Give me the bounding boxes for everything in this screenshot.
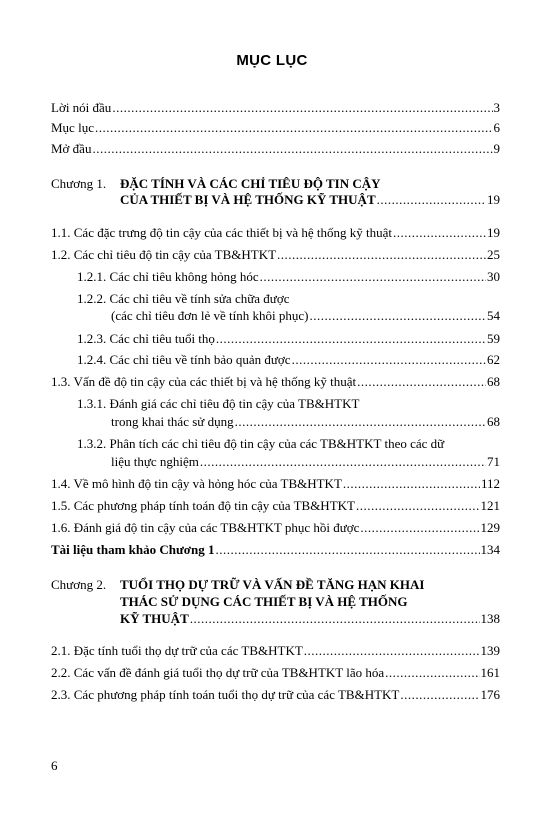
toc-leader [277, 247, 486, 263]
toc-label: 1.1. Các đặc trưng độ tin cậy của các thiết bị và hệ thống kỹ thuật [51, 225, 392, 240]
toc-entry[interactable] [51, 687, 500, 703]
toc-page: 3 [493, 100, 500, 115]
chapter-title: CỦA THIẾT BỊ VÀ HỆ THỐNG KỸ THUẬT [120, 192, 376, 207]
toc-page: 9 [493, 141, 500, 156]
toc-entry-chapter-1[interactable] [120, 192, 500, 208]
toc-entry[interactable] [51, 247, 500, 263]
toc-page: 19 [487, 192, 500, 207]
page-title: MỤC LỤC [236, 52, 308, 69]
chapter-number: Chương 2. [51, 577, 107, 592]
toc-leader [190, 611, 480, 627]
chapter-title: KỸ THUẬT [120, 611, 189, 626]
toc-page: 54 [487, 308, 500, 323]
toc-entry[interactable] [51, 520, 500, 536]
chapter-title: THÁC SỬ DỤNG CÁC THIẾT BỊ VÀ HỆ THỐNG [120, 594, 408, 609]
toc-label: 1.2.2. Các chỉ tiêu về tính sửa chữa được [77, 291, 290, 306]
toc-entry[interactable] [51, 225, 500, 241]
chapter-title: ĐẶC TÍNH VÀ CÁC CHỈ TIÊU ĐỘ TIN CẬY [120, 176, 381, 191]
toc-label: 1.3. Vấn đề độ tin cậy của các thiết bị và hệ thống kỹ thuật [51, 374, 357, 389]
toc-label: trong khai thác sử dụng [111, 414, 234, 429]
toc-label: Mục lục [51, 120, 94, 135]
toc-label: 1.2. Các chỉ tiêu độ tin cậy của TB&HTKT [51, 247, 277, 262]
toc-entry[interactable] [111, 414, 500, 430]
toc-page: 138 [480, 611, 500, 626]
toc-page: 62 [487, 352, 500, 367]
toc-page: 129 [480, 520, 500, 535]
toc-leader [357, 374, 486, 390]
toc-page: 25 [487, 247, 500, 262]
toc-label: 1.2.1. Các chỉ tiêu không hỏng hóc [77, 269, 259, 284]
toc-leader [216, 331, 486, 347]
toc-page: 161 [480, 665, 500, 680]
toc-leader [400, 687, 479, 703]
toc-entry[interactable] [51, 665, 500, 681]
toc-page: 68 [487, 414, 500, 429]
toc-leader [235, 414, 486, 430]
toc-leader [360, 520, 479, 536]
toc-page: 134 [480, 542, 500, 557]
toc-leader [309, 308, 486, 324]
toc-page: 68 [487, 374, 500, 389]
toc-leader [304, 643, 480, 659]
toc-page: 176 [480, 687, 500, 702]
page-number: 6 [51, 758, 58, 773]
toc-entry-introduction[interactable] [51, 141, 500, 157]
toc-entry-preface[interactable] [51, 100, 500, 116]
toc-entry[interactable] [51, 374, 500, 390]
toc-page: 30 [487, 269, 500, 284]
toc-entry-chapter-2[interactable] [120, 611, 500, 627]
toc-label: 2.1. Đặc tính tuổi thọ dự trữ của các TB&HTKT [51, 643, 303, 658]
toc-entry[interactable] [77, 331, 500, 347]
toc-leader [200, 454, 486, 470]
toc-page: 112 [480, 476, 500, 491]
toc-label: Tài liệu tham khảo Chương 1 [51, 542, 215, 557]
toc-page: 139 [480, 643, 500, 658]
toc-label: 1.2.3. Các chỉ tiêu tuổi thọ [77, 331, 215, 346]
toc-label: 2.3. Các phương pháp tính toán tuổi thọ dự trữ của các TB&HTKT [51, 687, 400, 702]
toc-leader [393, 225, 486, 241]
toc-entry-contents[interactable] [51, 120, 500, 136]
toc-label: liệu thực nghiệm [111, 454, 199, 469]
toc-label: 2.2. Các vấn đề đánh giá tuổi thọ dự trữ của TB&HTKT lão hóa [51, 665, 385, 680]
toc-leader [260, 269, 486, 285]
toc-leader [356, 498, 480, 514]
toc-leader [377, 192, 486, 208]
toc-leader [112, 100, 492, 116]
toc-leader [92, 141, 492, 157]
toc-entry[interactable] [77, 269, 500, 285]
toc-label: Lời nói đầu [51, 100, 112, 115]
toc-label: 1.4. Về mô hình độ tin cậy và hỏng hóc của TB&HTKT [51, 476, 342, 491]
toc-entry[interactable] [77, 352, 500, 368]
toc-label: 1.3.1. Đánh giá các chỉ tiêu độ tin cậy của TB&HTKT [77, 396, 360, 411]
toc-page: 6 [493, 120, 500, 135]
toc-entry[interactable] [51, 476, 500, 492]
toc-entry[interactable] [51, 643, 500, 659]
toc-page: 19 [487, 225, 500, 240]
toc-label: 1.6. Đánh giá độ tin cậy của các TB&HTKT phục hồi được [51, 520, 360, 535]
toc-entry[interactable] [111, 308, 500, 324]
toc-label: (các chỉ tiêu đơn lẻ về tính khôi phục) [111, 308, 309, 323]
toc-leader [343, 476, 480, 492]
toc-entry[interactable] [51, 498, 500, 514]
chapter-title: TUỔI THỌ DỰ TRỮ VÀ VẤN ĐỀ TĂNG HẠN KHAI [120, 577, 425, 592]
toc-label: 1.3.2. Phân tích các chỉ tiêu độ tin cậy của các TB&HTKT theo các dữ [77, 436, 445, 451]
toc-entry[interactable] [111, 454, 500, 470]
toc-page: 71 [487, 454, 500, 469]
toc-label: 1.5. Các phương pháp tính toán độ tin cậy của TB&HTKT [51, 498, 355, 513]
chapter-number: Chương 1. [51, 176, 107, 191]
toc-page: 121 [480, 498, 500, 513]
toc-page: 59 [487, 331, 500, 346]
toc-label: Mở đầu [51, 141, 92, 156]
toc-label: 1.2.4. Các chỉ tiêu về tính bảo quản được [77, 352, 291, 367]
toc-leader [215, 542, 479, 558]
toc-leader [292, 352, 486, 368]
toc-leader [95, 120, 493, 136]
toc-entry-references[interactable] [51, 542, 500, 558]
toc-leader [385, 665, 479, 681]
